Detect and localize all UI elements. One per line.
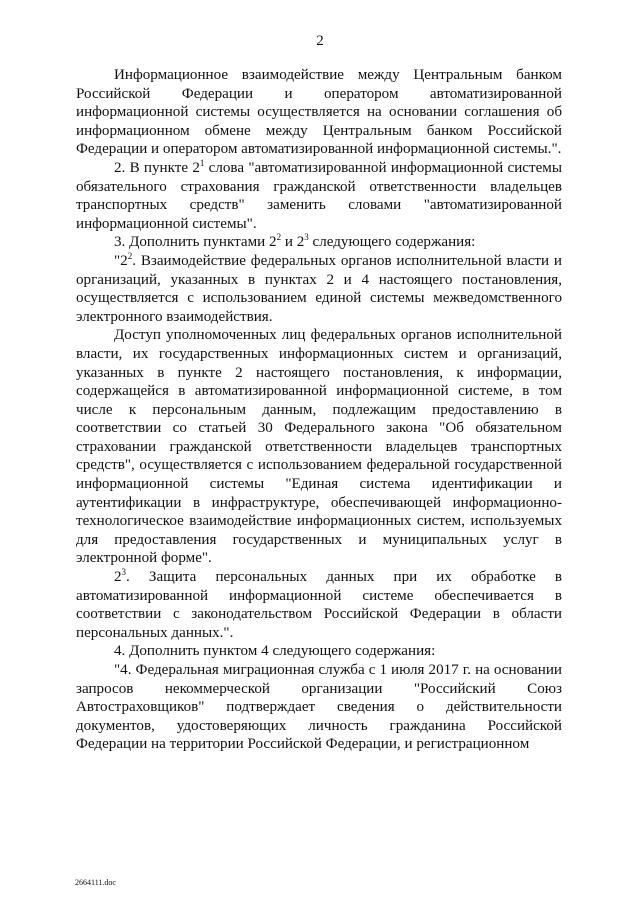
paragraph-item-3: 3. Дополнить пунктами $2^2$ и $2^3$ следующего содержания: [114,232,476,251]
paragraph-cb-interaction: Информационное взаимодействие между Центральным банком Российской Федерации и оператором автоматизированной информационной системы осуществляется на основании соглашения об информационном обмене между Центральным банком Российской Федерации и оператором автоматизированной информационной системы.". [76,67,562,158]
paragraph-item-4: 4. Дополнить пунктом 4 следующего содержания: [114,643,436,660]
paragraph-item-2: 2. В пункте $2^1$ слова "автоматизированной информационной системы обязательного страхования гражданской ответственности владельцев транспортных средств" заменить словами "автоматизированной информационной системы". [76,157,562,232]
paragraph-point-2-3: $2^3$. Защита персональных данных при их обработке в автоматизированной информационной системе обеспечивается в соответствии с законодательством Российской Федерации в области персональных данных.". [76,567,562,641]
document-body [76,66,562,754]
page-number: 2 [316,33,324,49]
paragraph-access: Доступ уполномоченных лиц федеральных органов исполнительной власти, их государственных информационных систем и организаций, указанных в пункте 2 настоящего постановления, к информации, содержащейся в автоматизированной информационной системе, в том числе к персональным данным, подлежащим предоставлению в соответствии со статьей 30 Федерального закона "Об обязательном страховании гражданской ответственности владельцев транспортных средств", осуществляется с использованием федеральной государственной информационной системы "Единая система идентификации и аутентификации в инфраструктуре, обеспечивающей информационно-технологическое взаимодействие информационных систем, используемых для предоставления государственных и муниципальных услуг в электронной форме". [76,327,562,567]
paragraph-point-4: "4. Федеральная миграционная служба с 1 июля 2017 г. на основании запросов некоммерческой организации "Российский Союз Автостраховщиков" подтверждает сведения о действительности документов, удостоверяющих личность гражданина Российской Федерации на территории Российской Федерации, и регистрационном [76,662,562,753]
paragraph-point-2-2: "$2^2$. Взаимодействие федеральных органов исполнительной власти и организаций, указанных в пунктах 2 и 4 настоящего постановления, осуществляется с использованием единой системы межведомственного электронного взаимодействия. [76,250,562,325]
document-filename: 2664111.doc [75,878,116,887]
